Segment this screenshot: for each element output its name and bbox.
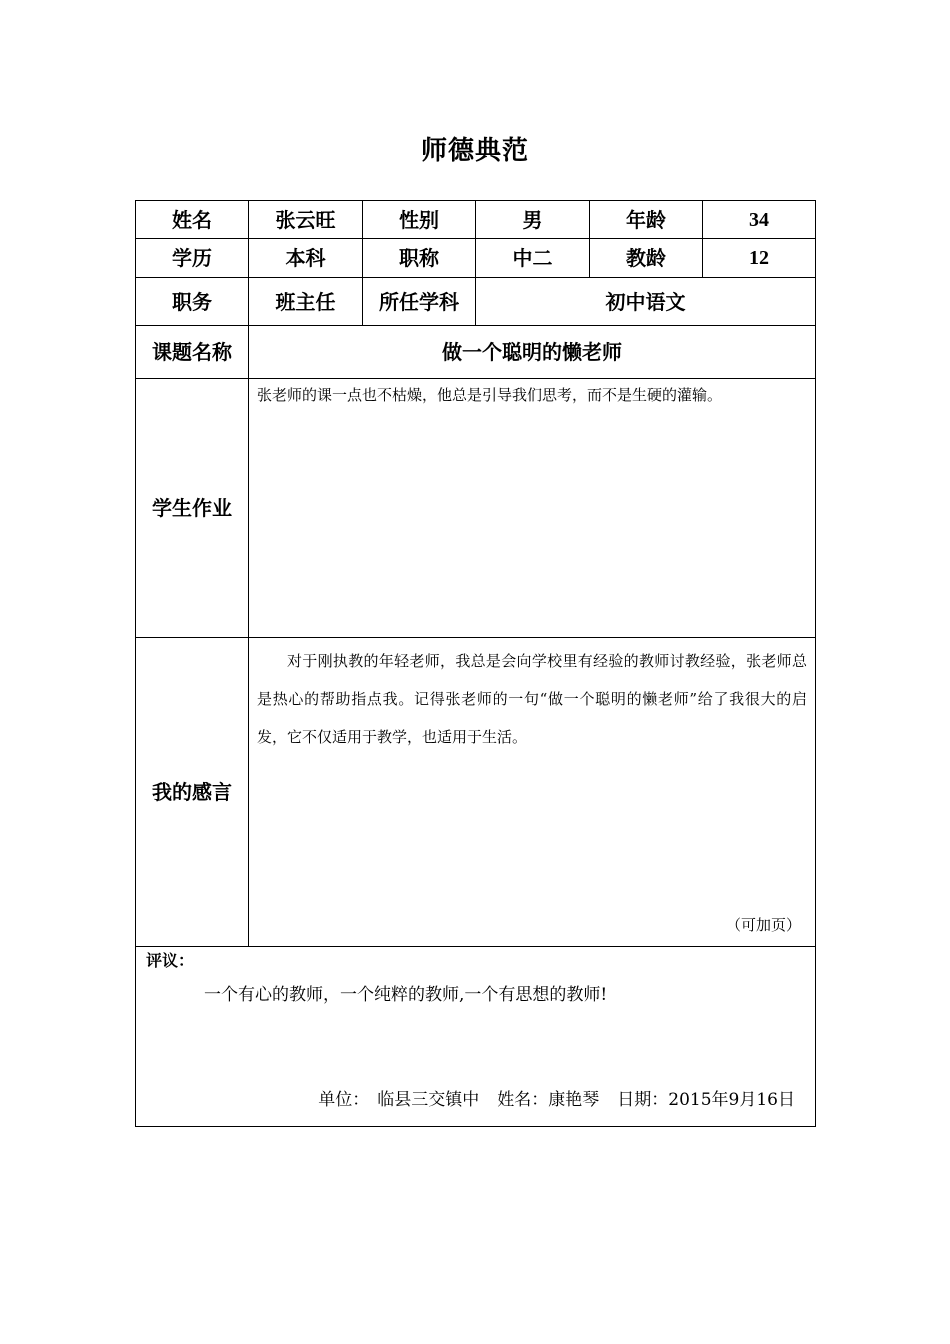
document-title: 师德典范: [420, 136, 529, 166]
education-value: 本科: [249, 239, 363, 278]
gender-label: 性别: [363, 201, 476, 239]
rank-value: 中二: [476, 239, 590, 278]
comment-label: 评议：: [146, 951, 195, 970]
signer-value: 康艳琴: [548, 1089, 600, 1110]
topic-row: [136, 326, 816, 379]
teaching-years-value: 12: [703, 239, 816, 278]
signature-line: [310, 1090, 795, 1110]
teaching-years-label: 教龄: [590, 239, 703, 278]
homework-row: [136, 379, 816, 638]
date-label: 日期：: [617, 1089, 669, 1110]
name-value: 张云旺: [249, 201, 363, 239]
subject-label: 所任学科: [363, 278, 476, 326]
unit-label: 单位：: [318, 1089, 370, 1110]
info-row-2: [136, 239, 816, 278]
comment-cell: [136, 947, 816, 1127]
subject-value: 初中语文: [476, 278, 816, 326]
position-label: 职务: [136, 278, 249, 326]
signer-label: 姓名：: [497, 1089, 549, 1110]
unit-value: 临县三交镇中: [377, 1089, 480, 1110]
gender-value: 男: [476, 201, 590, 239]
age-label: 年龄: [590, 201, 703, 239]
teacher-profile-form: [135, 200, 816, 1127]
position-value: 班主任: [249, 278, 363, 326]
comment-row: [136, 947, 816, 1127]
homework-cell: [249, 379, 816, 638]
topic-label: 课题名称: [136, 326, 249, 379]
feelings-cell: [249, 638, 816, 947]
add-page-note: （可加页）: [725, 916, 801, 934]
comment-text: 一个有心的教师，一个纯粹的教师,一个有思想的教师!: [204, 985, 608, 1005]
date-value: 2015年9月16日: [668, 1089, 795, 1110]
name-label: 姓名: [136, 201, 249, 239]
education-label: 学历: [136, 239, 249, 278]
homework-label: 学生作业: [136, 379, 249, 638]
feelings-row: [136, 638, 816, 947]
info-row-3: [136, 278, 816, 326]
homework-text: 张老师的课一点也不枯燥，他总是引导我们思考，而不是生硬的灌输。: [257, 386, 723, 404]
age-value: 34: [703, 201, 816, 239]
info-row-1: [136, 201, 816, 239]
topic-value: 做一个聪明的懒老师: [249, 326, 816, 379]
feelings-label: 我的感言: [136, 638, 249, 947]
feelings-text: 对于刚执教的年轻老师，我总是会向学校里有经验的教师讨教经验，张老师总是热心的帮助指点我。记得张老师的一句“做一个聪明的懒老师”给了我很大的启发，它不仅适用于教学，也适用于生活。: [257, 652, 807, 746]
rank-label: 职称: [363, 239, 476, 278]
